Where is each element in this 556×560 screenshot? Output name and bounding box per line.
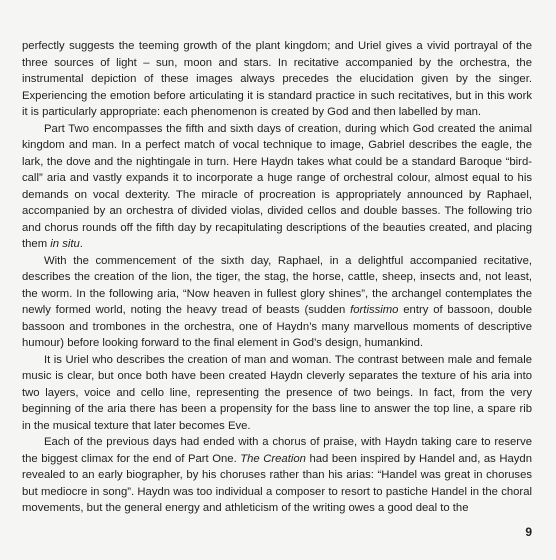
- paragraph-3: [22, 253, 532, 352]
- paragraph-2-italic-in-situ: in situ: [50, 238, 80, 250]
- paragraph-3-run-1: With the commencement of the sixth day, Raphael, in a delightful accompanied recitative, describes the creation of the lion, the tiger, the stag, the horse, cattle, sheep, insects and, not least, the worm. In the following aria, “Now heaven in fullest glory shines”, the archangel contemplates the newly formed world, noting the heavy tread of beasts (sudden: [22, 254, 532, 316]
- paragraph-5-run-3: had been inspired by Handel and, as Haydn revealed to an early biographer, by his choruses rather than his arias: “Handel was great in choruses but mediocre in song”. Haydn was too individual a composer to resort to pastiche Handel in the choral movements, but the general energy and athleticism of the writing owes a good deal to the: [22, 452, 532, 514]
- paragraph-4: [22, 352, 532, 435]
- paragraph-5-run-1: Each of the previous days had ended with a chorus of praise, with Haydn taking care to reserve the biggest climax for the end of Part One.: [22, 436, 532, 465]
- paragraph-5-italic-the-creation: The Creation: [240, 452, 306, 465]
- paragraph-3-run-3: entry of bassoon, double bassoon and trombones in the orchestra, one of Haydn’s many marvellous moments of descriptive humour) before looking forward to the final element in God’s design, humankind.: [22, 304, 532, 349]
- paragraph-2-run-3: .: [79, 238, 83, 250]
- paragraph-3-italic-fortissimo: fortissimo: [350, 304, 399, 316]
- paragraph-4-run-1: It is Uriel who describes the creation of man and woman. The contrast between male and female music is clear, but once both have been created Haydn cleverly separates the texture of his aria into two layers, voice and cello line, representing the presence of two beings. In fact, from the very beginning of the aria there has been a propensity for the bass line to answer the top line, a spare rib in the musical texture that later becomes Eve.: [22, 353, 532, 432]
- page-number: 9: [525, 525, 532, 539]
- paragraph-1: [22, 38, 532, 121]
- paragraph-2-run-1: Part Two encompasses the fifth and sixth days of creation, during which God created the animal kingdom and man. In a perfect match of vocal technique to image, Gabriel describes the eagle, the lark, the dove and the nightingale in turn. Here Haydn takes what could be a standard Baroque “bird-call” aria and vastly expands it to incorporate a huge range of orchestral colour, almost equal to his demands on vocal dexterity. The miracle of procreation is appropriately announced by Raphael, accompanied by an orchestra of divided violas, divided cellos and double basses. The following trio and chorus rounds off the fifth day by recapitulating descriptions of the beauties created, and placing them: [22, 122, 532, 250]
- paragraph-2: [22, 121, 532, 253]
- paragraph-1-run-1: perfectly suggests the teeming growth of the plant kingdom; and Uriel gives a vivid portrayal of the three sources of light – sun, moon and stars. In recitative accompanied by the orchestra, the instrumental depiction of these images always precedes the elucidation given by the singer. Experiencing the emotion before articulating it is standard practice in such recitatives, but in this work it is particularly appropriate: each phenomenon is created by God and then labelled by man.: [22, 40, 532, 118]
- paragraph-5: [22, 434, 532, 517]
- document-body: [22, 38, 532, 517]
